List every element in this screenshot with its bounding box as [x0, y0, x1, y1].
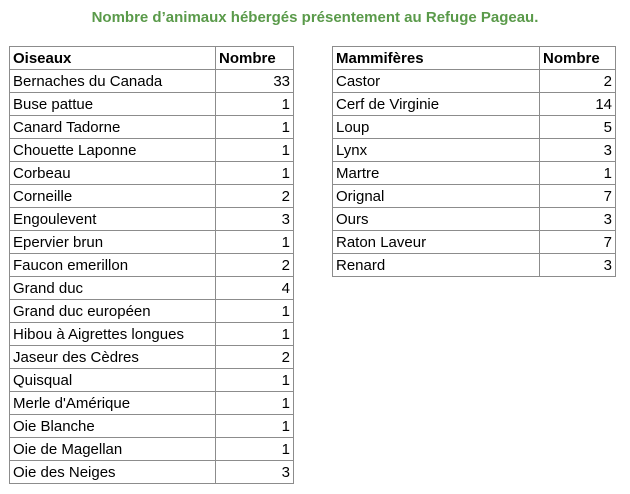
- table-header-row: [10, 47, 294, 70]
- species-name-cell: Chouette Laponne: [10, 139, 216, 162]
- species-count-cell: 1: [216, 162, 294, 185]
- species-name-cell: Orignal: [333, 185, 540, 208]
- table-row: [10, 208, 294, 231]
- column-header-species: Oiseaux: [10, 47, 216, 70]
- species-name-cell: Jaseur des Cèdres: [10, 346, 216, 369]
- species-count-cell: 33: [216, 70, 294, 93]
- mammals-table: [332, 46, 616, 277]
- species-count-cell: 5: [540, 116, 616, 139]
- species-count-cell: 2: [216, 185, 294, 208]
- species-count-cell: 1: [216, 93, 294, 116]
- species-count-cell: 3: [216, 208, 294, 231]
- species-name-cell: Corbeau: [10, 162, 216, 185]
- species-name-cell: Castor: [333, 70, 540, 93]
- table-row: [333, 93, 616, 116]
- species-name-cell: Bernaches du Canada: [10, 70, 216, 93]
- species-count-cell: 1: [216, 300, 294, 323]
- mammals-table-body: [333, 70, 616, 277]
- species-count-cell: 1: [216, 438, 294, 461]
- species-name-cell: Faucon emerillon: [10, 254, 216, 277]
- species-count-cell: 14: [540, 93, 616, 116]
- column-header-species: Mammifères: [333, 47, 540, 70]
- species-name-cell: Merle d'Amérique: [10, 392, 216, 415]
- species-count-cell: 1: [216, 369, 294, 392]
- table-row: [10, 461, 294, 484]
- table-row: [10, 70, 294, 93]
- species-name-cell: Oie Blanche: [10, 415, 216, 438]
- table-row: [10, 392, 294, 415]
- column-header-count: Nombre: [540, 47, 616, 70]
- table-row: [10, 346, 294, 369]
- species-name-cell: Canard Tadorne: [10, 116, 216, 139]
- species-count-cell: 1: [216, 392, 294, 415]
- species-name-cell: Oie des Neiges: [10, 461, 216, 484]
- table-row: [333, 231, 616, 254]
- species-count-cell: 1: [216, 231, 294, 254]
- species-name-cell: Loup: [333, 116, 540, 139]
- table-row: [10, 116, 294, 139]
- species-name-cell: Lynx: [333, 139, 540, 162]
- table-row: [333, 139, 616, 162]
- table-row: [333, 70, 616, 93]
- table-row: [10, 231, 294, 254]
- table-row: [10, 162, 294, 185]
- species-count-cell: 3: [540, 254, 616, 277]
- species-name-cell: Engoulevent: [10, 208, 216, 231]
- species-count-cell: 1: [216, 415, 294, 438]
- species-count-cell: 2: [540, 70, 616, 93]
- species-count-cell: 3: [216, 461, 294, 484]
- species-name-cell: Epervier brun: [10, 231, 216, 254]
- species-name-cell: Quisqual: [10, 369, 216, 392]
- table-row: [10, 93, 294, 116]
- table-row: [10, 323, 294, 346]
- species-name-cell: Martre: [333, 162, 540, 185]
- table-row: [10, 369, 294, 392]
- table-row: [10, 254, 294, 277]
- species-count-cell: 2: [216, 254, 294, 277]
- table-row: [10, 277, 294, 300]
- column-header-count: Nombre: [216, 47, 294, 70]
- table-row: [333, 116, 616, 139]
- species-name-cell: Hibou à Aigrettes longues: [10, 323, 216, 346]
- table-row: [333, 185, 616, 208]
- table-row: [10, 300, 294, 323]
- birds-table-body: [10, 70, 294, 484]
- table-row: [333, 254, 616, 277]
- table-header-row: [333, 47, 616, 70]
- species-name-cell: Grand duc: [10, 277, 216, 300]
- species-count-cell: 1: [540, 162, 616, 185]
- species-name-cell: Cerf de Virginie: [333, 93, 540, 116]
- table-row: [10, 139, 294, 162]
- species-count-cell: 7: [540, 231, 616, 254]
- species-name-cell: Renard: [333, 254, 540, 277]
- species-name-cell: Corneille: [10, 185, 216, 208]
- table-row: [333, 208, 616, 231]
- species-name-cell: Oie de Magellan: [10, 438, 216, 461]
- table-row: [10, 438, 294, 461]
- species-name-cell: Ours: [333, 208, 540, 231]
- species-count-cell: 3: [540, 139, 616, 162]
- species-count-cell: 1: [216, 116, 294, 139]
- species-name-cell: Buse pattue: [10, 93, 216, 116]
- species-count-cell: 4: [216, 277, 294, 300]
- table-row: [10, 185, 294, 208]
- species-count-cell: 1: [216, 139, 294, 162]
- page-title: Nombre d’animaux hébergés présentement au Refuge Pageau.: [91, 9, 539, 26]
- species-count-cell: 3: [540, 208, 616, 231]
- birds-table: [9, 46, 294, 484]
- table-row: [333, 162, 616, 185]
- table-row: [10, 415, 294, 438]
- species-name-cell: Raton Laveur: [333, 231, 540, 254]
- species-count-cell: 1: [216, 323, 294, 346]
- species-count-cell: 2: [216, 346, 294, 369]
- species-name-cell: Grand duc européen: [10, 300, 216, 323]
- species-count-cell: 7: [540, 185, 616, 208]
